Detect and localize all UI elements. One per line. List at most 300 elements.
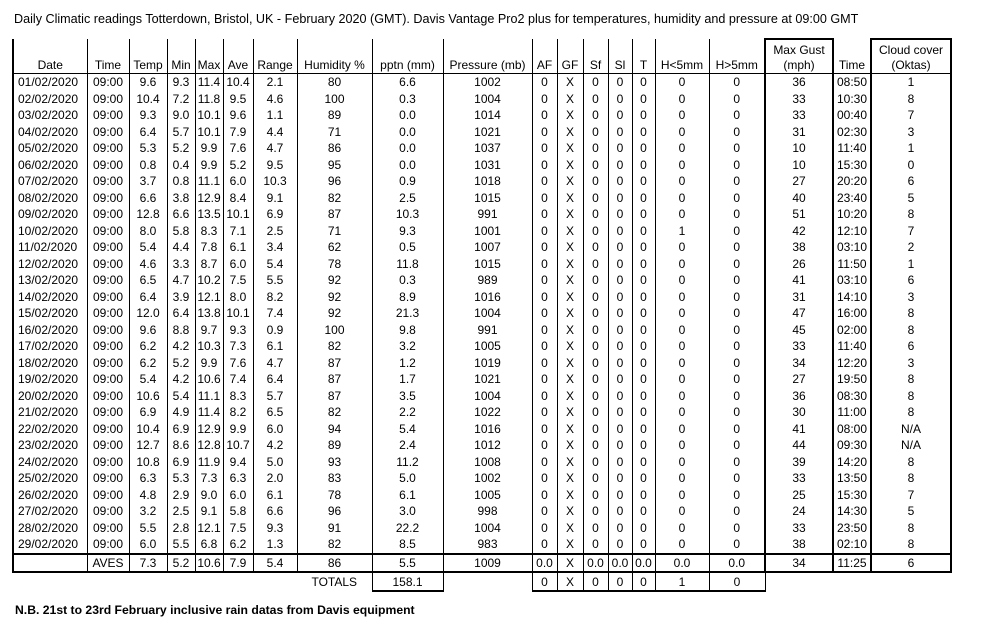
cell-h-gt5: 0: [709, 74, 765, 91]
cell-af: 0: [532, 503, 557, 520]
cell-max-gust: 38: [765, 239, 833, 256]
cell-sl: 0: [608, 173, 632, 190]
cell-range: 10.3: [253, 173, 297, 190]
cell-range: 7.4: [253, 305, 297, 322]
cell-sf: 0: [583, 140, 608, 157]
cell-pptn: 0.0: [372, 140, 443, 157]
cell-cloud-cover: 8: [871, 371, 951, 388]
table-row: [13, 91, 951, 108]
cell-time: 09:00: [87, 371, 129, 388]
cell-cloud-cover: 5: [871, 503, 951, 520]
cell-max-gust: 31: [765, 124, 833, 141]
table-row: [13, 256, 951, 273]
cell-gust-time: 02:10: [833, 536, 871, 554]
cell-date: 14/02/2020: [13, 289, 87, 306]
total-sf: 0: [583, 572, 608, 591]
cell-af: 0: [532, 437, 557, 454]
cell-range: 5.5: [253, 272, 297, 289]
cell-range: 6.4: [253, 371, 297, 388]
cell-h-gt5: 0: [709, 487, 765, 504]
cell-date: 16/02/2020: [13, 322, 87, 339]
cell-time: 09:00: [87, 107, 129, 124]
cell-temp: 12.0: [129, 305, 167, 322]
cell-time: 09:00: [87, 487, 129, 504]
cell-pressure: 1005: [443, 338, 532, 355]
cell-pptn: 9.8: [372, 322, 443, 339]
cell-cloud-cover: 6: [871, 272, 951, 289]
cell-max-gust: 26: [765, 256, 833, 273]
cell-cloud-cover: 3: [871, 124, 951, 141]
cell-pptn: 2.2: [372, 404, 443, 421]
cell-min: 5.7: [167, 124, 195, 141]
cell-gf: X: [557, 239, 583, 256]
table-row: [13, 190, 951, 207]
cell-min: 2.8: [167, 520, 195, 537]
cell-h-gt5: 0: [709, 421, 765, 438]
cell-min: 5.4: [167, 388, 195, 405]
cell-time: 09:00: [87, 124, 129, 141]
cell-humidity: 82: [297, 190, 372, 207]
cell-ave: 7.5: [223, 272, 253, 289]
cell-temp: 6.0: [129, 536, 167, 554]
cell-gf: X: [557, 388, 583, 405]
cell-af: 0: [532, 157, 557, 174]
cell-gust-time: 11:40: [833, 140, 871, 157]
cell-pptn: 0.0: [372, 124, 443, 141]
cell-gf: X: [557, 289, 583, 306]
cell-gust-time: 12:20: [833, 355, 871, 372]
cell-af: 0: [532, 124, 557, 141]
cell-time: 09:00: [87, 421, 129, 438]
cell-cloud-cover: 8: [871, 206, 951, 223]
climate-table: [12, 38, 952, 592]
cell-temp: 3.7: [129, 173, 167, 190]
cell-pressure: 1018: [443, 173, 532, 190]
cell-min: 2.5: [167, 503, 195, 520]
cell-pptn: 8.9: [372, 289, 443, 306]
cell-af: 0: [532, 206, 557, 223]
cell-pressure: 1037: [443, 140, 532, 157]
table-row: [13, 322, 951, 339]
header-cloud-line2: (Oktas): [891, 58, 931, 72]
cell-gf: X: [557, 421, 583, 438]
cell-time: 09:00: [87, 355, 129, 372]
cell-temp: 6.5: [129, 272, 167, 289]
cell-h-gt5: 0: [709, 355, 765, 372]
cell-gust-time: 08:30: [833, 388, 871, 405]
cell-gf: X: [557, 503, 583, 520]
cell-sf: 0: [583, 487, 608, 504]
cell-h-lt5: 0: [655, 305, 709, 322]
report-title: Daily Climatic readings Totterdown, Bristol, UK - February 2020 (GMT). Davis Vantage Pro2 plus for temperatures, humidity and pressure at 09:00 GMT: [14, 12, 859, 26]
cell-h-lt5: 0: [655, 421, 709, 438]
table-row: [13, 454, 951, 471]
cell-sf: 0: [583, 289, 608, 306]
cell-pptn: 1.2: [372, 355, 443, 372]
cell-h-lt5: 0: [655, 256, 709, 273]
total-af: 0: [532, 572, 557, 591]
cell-min: 5.8: [167, 223, 195, 240]
cell-gust-time: 10:20: [833, 206, 871, 223]
cell-sl: 0: [608, 190, 632, 207]
cell-ave: 7.1: [223, 223, 253, 240]
cell-range: 6.5: [253, 404, 297, 421]
cell-gust-time: 02:00: [833, 322, 871, 339]
cell-temp: 10.4: [129, 91, 167, 108]
cell-temp: 6.3: [129, 470, 167, 487]
cell-sf: 0: [583, 322, 608, 339]
cell-ave: 9.6: [223, 107, 253, 124]
table-row: [13, 206, 951, 223]
cell-time: 09:00: [87, 338, 129, 355]
cell-sf: 0: [583, 338, 608, 355]
cell-sf: 0: [583, 223, 608, 240]
cell-date: 23/02/2020: [13, 437, 87, 454]
cell-af: 0: [532, 421, 557, 438]
cell-humidity: 92: [297, 305, 372, 322]
cell-ave: 6.0: [223, 487, 253, 504]
average-ave: 7.9: [223, 554, 253, 573]
cell-t: 0: [632, 470, 655, 487]
cell-gf: X: [557, 520, 583, 537]
cell-max-gust: 27: [765, 371, 833, 388]
cell-gf: X: [557, 140, 583, 157]
header-pressure: Pressure (mb): [443, 39, 532, 74]
cell-cloud-cover: 6: [871, 338, 951, 355]
cell-range: 9.3: [253, 520, 297, 537]
table-row: [13, 272, 951, 289]
cell-min: 5.5: [167, 536, 195, 554]
cell-min: 0.4: [167, 157, 195, 174]
cell-cloud-cover: 0: [871, 157, 951, 174]
cell-h-gt5: 0: [709, 206, 765, 223]
cell-af: 0: [532, 223, 557, 240]
cell-max: 11.4: [195, 404, 223, 421]
header-cloud-cover: [871, 39, 951, 74]
cell-min: 8.6: [167, 437, 195, 454]
cell-pptn: 2.4: [372, 437, 443, 454]
table-row: [13, 239, 951, 256]
cell-ave: 7.5: [223, 520, 253, 537]
cell-range: 6.0: [253, 421, 297, 438]
cell-humidity: 86: [297, 140, 372, 157]
cell-pptn: 0.9: [372, 173, 443, 190]
cell-gust-time: 23:50: [833, 520, 871, 537]
cell-h-lt5: 0: [655, 520, 709, 537]
cell-gf: X: [557, 124, 583, 141]
cell-sf: 0: [583, 206, 608, 223]
cell-h-lt5: 1: [655, 223, 709, 240]
table-row: [13, 503, 951, 520]
cell-time: 09:00: [87, 404, 129, 421]
totals-empty-cell: [871, 572, 951, 591]
cell-sf: 0: [583, 305, 608, 322]
cell-h-gt5: 0: [709, 223, 765, 240]
cell-max: 12.1: [195, 289, 223, 306]
cell-ave: 6.0: [223, 173, 253, 190]
cell-max: 11.1: [195, 388, 223, 405]
cell-min: 3.8: [167, 190, 195, 207]
cell-ave: 7.9: [223, 124, 253, 141]
cell-sl: 0: [608, 404, 632, 421]
table-row: [13, 388, 951, 405]
cell-gf: X: [557, 256, 583, 273]
cell-range: 1.3: [253, 536, 297, 554]
cell-gust-time: 19:50: [833, 371, 871, 388]
cell-date: 03/02/2020: [13, 107, 87, 124]
cell-pressure: 1014: [443, 107, 532, 124]
cell-h-lt5: 0: [655, 388, 709, 405]
cell-af: 0: [532, 454, 557, 471]
cell-ave: 6.3: [223, 470, 253, 487]
cell-sl: 0: [608, 388, 632, 405]
cell-sl: 0: [608, 91, 632, 108]
cell-t: 0: [632, 223, 655, 240]
cell-range: 6.9: [253, 206, 297, 223]
cell-h-gt5: 0: [709, 305, 765, 322]
cell-gust-time: 15:30: [833, 157, 871, 174]
cell-sl: 0: [608, 338, 632, 355]
cell-max: 12.1: [195, 520, 223, 537]
cell-date: 01/02/2020: [13, 74, 87, 91]
cell-gf: X: [557, 206, 583, 223]
table-row: [13, 421, 951, 438]
cell-max: 12.9: [195, 421, 223, 438]
cell-sl: 0: [608, 520, 632, 537]
averages-row: [13, 554, 951, 573]
cell-gf: X: [557, 305, 583, 322]
cell-max-gust: 30: [765, 404, 833, 421]
cell-cloud-cover: 7: [871, 107, 951, 124]
cell-t: 0: [632, 256, 655, 273]
cell-h-gt5: 0: [709, 503, 765, 520]
cell-date: 21/02/2020: [13, 404, 87, 421]
cell-min: 5.2: [167, 355, 195, 372]
cell-max: 10.3: [195, 338, 223, 355]
header-af: AF: [532, 39, 557, 74]
average-humidity: 86: [297, 554, 372, 573]
cell-sf: 0: [583, 454, 608, 471]
cell-t: 0: [632, 124, 655, 141]
totals-empty-cell: [129, 572, 167, 591]
cell-h-gt5: 0: [709, 388, 765, 405]
cell-max: 8.3: [195, 223, 223, 240]
cell-max-gust: 34: [765, 355, 833, 372]
cell-max: 13.5: [195, 206, 223, 223]
cell-min: 2.9: [167, 487, 195, 504]
cell-max-gust: 33: [765, 520, 833, 537]
cell-sf: 0: [583, 124, 608, 141]
totals-empty-cell: [765, 572, 833, 591]
cell-date: 08/02/2020: [13, 190, 87, 207]
cell-humidity: 95: [297, 157, 372, 174]
cell-date: 20/02/2020: [13, 388, 87, 405]
cell-min: 5.3: [167, 470, 195, 487]
header-h-lt5: H<5mm: [655, 39, 709, 74]
cell-sf: 0: [583, 355, 608, 372]
cell-temp: 10.6: [129, 388, 167, 405]
cell-af: 0: [532, 190, 557, 207]
cell-af: 0: [532, 355, 557, 372]
cell-h-lt5: 0: [655, 487, 709, 504]
cell-date: 25/02/2020: [13, 470, 87, 487]
cell-cloud-cover: 8: [871, 91, 951, 108]
cell-h-gt5: 0: [709, 190, 765, 207]
header-time: Time: [87, 39, 129, 74]
cell-date: 29/02/2020: [13, 536, 87, 554]
cell-h-gt5: 0: [709, 256, 765, 273]
cell-pressure: 1002: [443, 470, 532, 487]
cell-humidity: 96: [297, 503, 372, 520]
cell-pressure: 1002: [443, 74, 532, 91]
header-humidity: Humidity %: [297, 39, 372, 74]
cell-date: 06/02/2020: [13, 157, 87, 174]
cell-date: 13/02/2020: [13, 272, 87, 289]
cell-gust-time: 15:30: [833, 487, 871, 504]
cell-range: 6.6: [253, 503, 297, 520]
cell-gf: X: [557, 157, 583, 174]
cell-max: 10.1: [195, 107, 223, 124]
cell-max-gust: 24: [765, 503, 833, 520]
cell-temp: 9.3: [129, 107, 167, 124]
cell-gf: X: [557, 371, 583, 388]
average-af: 0.0: [532, 554, 557, 573]
cell-af: 0: [532, 404, 557, 421]
climate-table-container: [12, 38, 952, 592]
cell-ave: 10.7: [223, 437, 253, 454]
cell-t: 0: [632, 371, 655, 388]
total-h-lt5: 1: [655, 572, 709, 591]
cell-ave: 5.8: [223, 503, 253, 520]
table-row: [13, 124, 951, 141]
cell-range: 4.7: [253, 355, 297, 372]
cell-pressure: 1004: [443, 388, 532, 405]
cell-humidity: 94: [297, 421, 372, 438]
cell-pptn: 9.3: [372, 223, 443, 240]
cell-min: 3.9: [167, 289, 195, 306]
cell-humidity: 78: [297, 487, 372, 504]
cell-pptn: 0.0: [372, 157, 443, 174]
cell-temp: 10.4: [129, 421, 167, 438]
cell-cloud-cover: 8: [871, 520, 951, 537]
cell-gf: X: [557, 355, 583, 372]
cell-max-gust: 36: [765, 388, 833, 405]
cell-date: 27/02/2020: [13, 503, 87, 520]
cell-humidity: 89: [297, 437, 372, 454]
totals-empty-cell: [833, 572, 871, 591]
cell-af: 0: [532, 487, 557, 504]
cell-max-gust: 36: [765, 74, 833, 91]
cell-max: 9.7: [195, 322, 223, 339]
cell-max-gust: 33: [765, 107, 833, 124]
cell-time: 09:00: [87, 190, 129, 207]
cell-humidity: 83: [297, 470, 372, 487]
total-pptn: 158.1: [372, 572, 443, 591]
cell-pressure: 1015: [443, 190, 532, 207]
cell-date: 04/02/2020: [13, 124, 87, 141]
cell-af: 0: [532, 536, 557, 554]
cell-max: 9.1: [195, 503, 223, 520]
cell-min: 4.9: [167, 404, 195, 421]
cell-h-lt5: 0: [655, 74, 709, 91]
cell-range: 3.4: [253, 239, 297, 256]
cell-range: 6.1: [253, 487, 297, 504]
cell-h-gt5: 0: [709, 272, 765, 289]
header-gf: GF: [557, 39, 583, 74]
average-gf: X: [557, 554, 583, 573]
cell-humidity: 82: [297, 536, 372, 554]
cell-cloud-cover: N/A: [871, 437, 951, 454]
cell-ave: 5.2: [223, 157, 253, 174]
cell-max: 7.8: [195, 239, 223, 256]
cell-sl: 0: [608, 107, 632, 124]
cell-sl: 0: [608, 437, 632, 454]
table-row: [13, 487, 951, 504]
cell-range: 9.1: [253, 190, 297, 207]
cell-t: 0: [632, 140, 655, 157]
cell-range: 0.9: [253, 322, 297, 339]
header-pptn: pptn (mm): [372, 39, 443, 74]
cell-max: 12.8: [195, 437, 223, 454]
cell-max-gust: 25: [765, 487, 833, 504]
cell-gf: X: [557, 107, 583, 124]
cell-range: 4.7: [253, 140, 297, 157]
cell-h-lt5: 0: [655, 536, 709, 554]
cell-af: 0: [532, 338, 557, 355]
total-h-gt5: 0: [709, 572, 765, 591]
totals-empty-cell: [13, 572, 87, 591]
cell-time: 09:00: [87, 388, 129, 405]
cell-humidity: 100: [297, 91, 372, 108]
cell-max: 10.2: [195, 272, 223, 289]
cell-max-gust: 27: [765, 173, 833, 190]
header-max: Max: [195, 39, 223, 74]
table-row: [13, 437, 951, 454]
cell-max-gust: 10: [765, 157, 833, 174]
cell-time: 09:00: [87, 272, 129, 289]
cell-time: 09:00: [87, 503, 129, 520]
cell-t: 0: [632, 404, 655, 421]
cell-pressure: 991: [443, 322, 532, 339]
cell-min: 6.6: [167, 206, 195, 223]
cell-ave: 7.6: [223, 140, 253, 157]
cell-af: 0: [532, 140, 557, 157]
average-h-lt5: 0.0: [655, 554, 709, 573]
cell-cloud-cover: 8: [871, 470, 951, 487]
cell-ave: 8.4: [223, 190, 253, 207]
cell-t: 0: [632, 272, 655, 289]
cell-gf: X: [557, 470, 583, 487]
cell-max-gust: 10: [765, 140, 833, 157]
cell-h-lt5: 0: [655, 454, 709, 471]
cell-sl: 0: [608, 239, 632, 256]
cell-max-gust: 39: [765, 454, 833, 471]
cell-gust-time: 11:50: [833, 256, 871, 273]
cell-range: 4.2: [253, 437, 297, 454]
cell-temp: 3.2: [129, 503, 167, 520]
cell-gust-time: 23:40: [833, 190, 871, 207]
cell-t: 0: [632, 388, 655, 405]
cell-sl: 0: [608, 256, 632, 273]
cell-date: 10/02/2020: [13, 223, 87, 240]
cell-sf: 0: [583, 388, 608, 405]
cell-cloud-cover: 7: [871, 487, 951, 504]
cell-sf: 0: [583, 91, 608, 108]
cell-gf: X: [557, 173, 583, 190]
cell-cloud-cover: 2: [871, 239, 951, 256]
cell-pptn: 6.1: [372, 487, 443, 504]
cell-gf: X: [557, 190, 583, 207]
